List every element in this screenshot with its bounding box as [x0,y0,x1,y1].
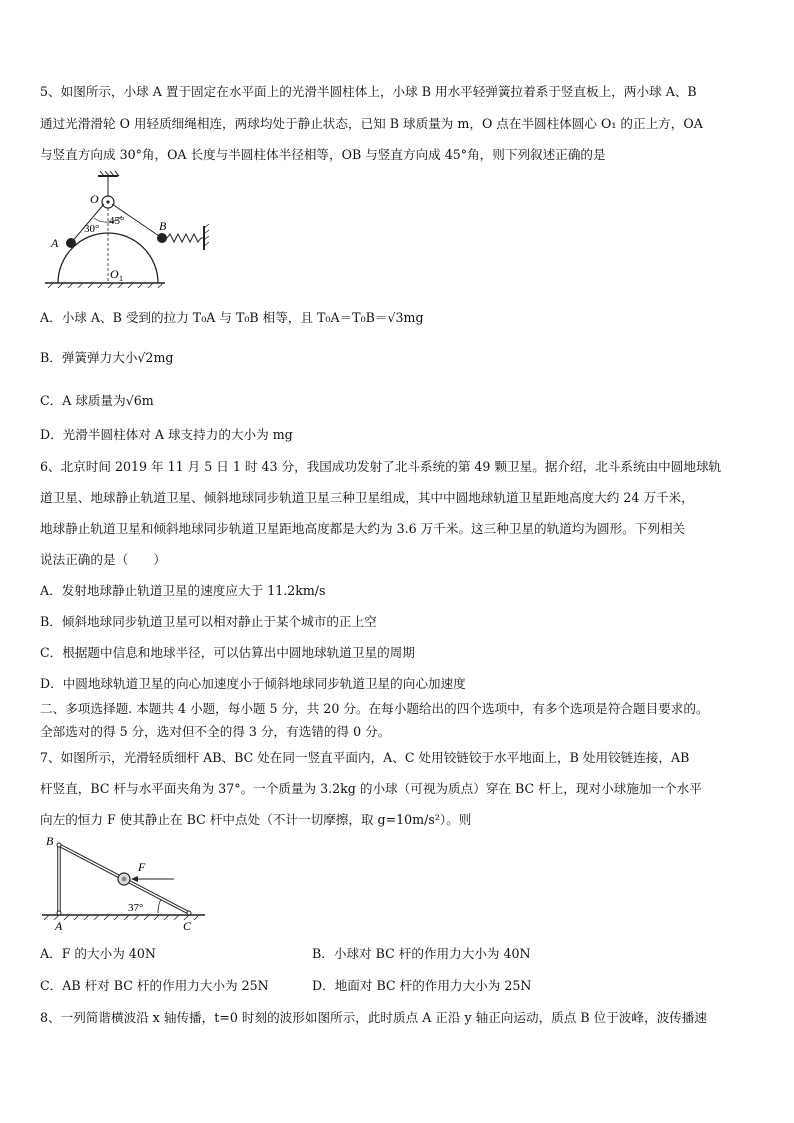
ground [42,915,205,920]
q5-figure [40,170,220,295]
q6-option-d: D．中圆地球轨道卫星的向心加速度小于倾斜地球同步轨道卫星的向心加速度 [40,676,466,691]
label-a: A [55,919,63,931]
q7-line-2: 杆竖直，BC 杆与水平面夹角为 37°。一个质量为 3.2kg 的小球（可视为质点）穿在 BC 杆上，现对小球施加一个水平 [40,781,702,796]
label-45: 45° [109,215,125,227]
ceiling-support [98,171,119,196]
q8-line-1: 8、一列简谐横波沿 x 轴传播，t=0 时刻的波形如图所示，此时质点 A 正沿 y 轴正向运动，质点 B 位于波峰，波传播速 [40,1010,707,1025]
q7-line-3: 向左的恒力 F 使其静止在 BC 杆中点处（不计一切摩擦，取 g=10m/s²）。则 [40,812,472,827]
q6-line-4: 说法正确的是（ ） [40,552,166,567]
label-o: O [90,192,99,206]
q7-option-d: D．地面对 BC 杆的作用力大小为 25N [312,978,532,993]
hinge-a [57,911,61,915]
q5-line-2: 通过光滑滑轮 O 用轻质细绳相连，两球均处于静止状态，已知 B 球质量为 m，O 点在半圆柱体圆心 O₁ 的正上方，OA [40,116,703,131]
q6-line-3: 地球静止轨道卫星和倾斜地球同步轨道卫星距地高度都是大约为 3.6 万千米。这三种卫星的轨道均为圆形。下列相关 [40,521,686,536]
q6-option-b: B．倾斜地球同步轨道卫星可以相对静止于某个城市的正上空 [40,614,377,629]
section-2-line-2: 全部选对的得 5 分，选对但不全的得 3 分，有选错的得 0 分。 [40,724,391,739]
wall [204,224,209,250]
q5-line-1: 5、如图所示，小球 A 置于固定在水平面上的光滑半圆柱体上，小球 B 用水平轻弹簧拉着系于竖直板上，两小球 A、B [40,84,697,99]
label-f: F [138,860,146,874]
label-b: B [159,219,167,233]
q6-line-1: 6、北京时间 2019 年 11 月 5 日 1 时 43 分，我国成功发射了北斗系统的第 49 颗卫星。据介绍，北斗系统由中圆地球轨 [40,459,722,474]
q7-option-b: B．小球对 BC 杆的作用力大小为 40N [312,946,531,961]
label-o1-sub: 1 [119,274,123,283]
q7-line-1: 7、如图所示，光滑轻质细杆 AB、BC 处在同一竖直平面内，A、C 处用铰链铰于水平地面上，B 处用铰链连接，AB [40,750,690,765]
q6-option-a: A．发射地球静止轨道卫星的速度应大于 11.2km/s [40,583,326,598]
label-30: 30° [84,223,100,235]
ball-b [157,233,167,243]
label-a: A [51,236,59,250]
spring [167,234,204,242]
q7-option-c: C．AB 杆对 BC 杆的作用力大小为 25N [40,978,269,993]
q6-option-c: C．根据题中信息和地球半径，可以估算出中圆地球轨道卫星的周期 [40,645,415,660]
q7-option-a: A．F 的大小为 40N [40,946,156,961]
ground [45,283,165,288]
ball-a [66,238,76,248]
label-37: 37° [128,902,144,914]
q5-option-c: C．A 球质量为√6m [40,393,154,408]
q5-option-d: D．光滑半圆柱体对 A 球支持力的大小为 mg [40,427,293,442]
hinge-c [187,911,191,915]
q5-option-a: A．小球 A、B 受到的拉力 T₀A 与 T₀B 相等，且 T₀A＝T₀B＝√3mg [40,310,424,325]
q5-option-b: B．弹簧弹力大小√2mg [40,350,174,365]
q7-figure [40,835,215,931]
label-c: C [183,919,192,931]
label-o1: O [110,267,119,281]
q5-line-3: 与竖直方向成 30°角，OA 长度与半圆柱体半径相等，OB 与竖直方向成 45°角，则下列叙述正确的是 [40,147,606,162]
hinge-b [57,843,61,847]
label-b: B [46,835,54,848]
section-2-line-1: 二、多项选择题. 本题共 4 小题，每小题 5 分，共 20 分。在每小题给出的四个选项中，有多个选项是符合题目要求的。 [40,701,709,716]
q6-line-2: 道卫星、地球静止轨道卫星、倾斜地球同步轨道卫星三种卫星组成，其中中圆地球轨道卫星距地高度大约 24 万千米， [40,490,694,505]
